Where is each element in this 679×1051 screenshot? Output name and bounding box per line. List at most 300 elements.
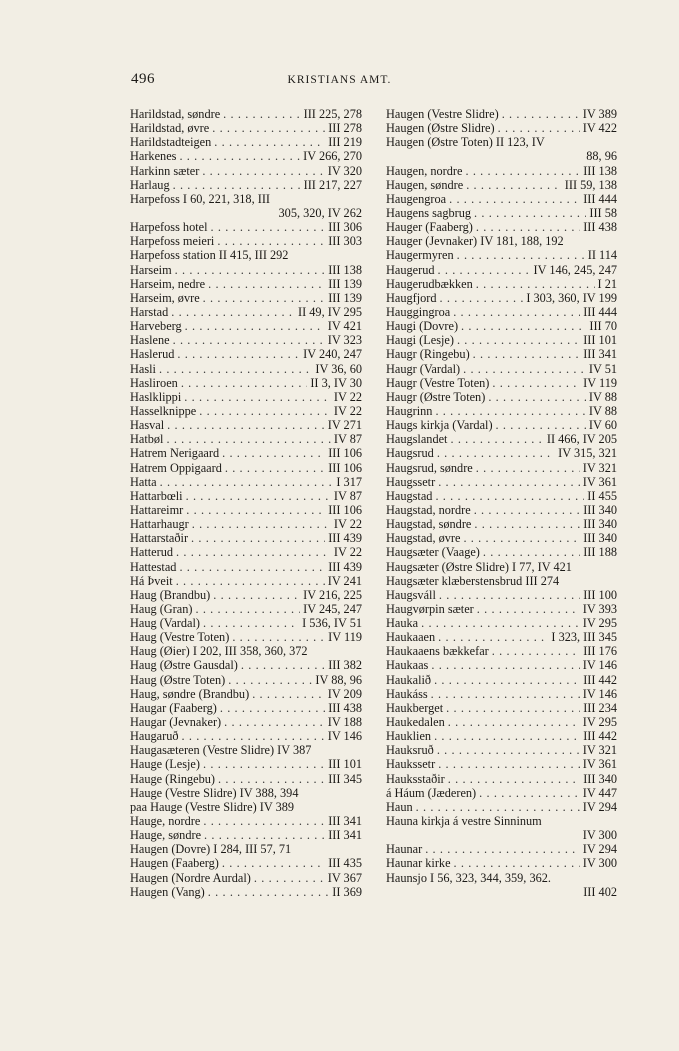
dot-leader	[474, 503, 581, 517]
entry-name: Haugen (Østre Slidre)	[386, 121, 495, 136]
entry-reference: IV 422	[582, 121, 617, 136]
entry-name: Haukssetr	[386, 757, 436, 772]
index-column-left	[130, 107, 362, 899]
dot-leader	[175, 263, 326, 277]
index-entry	[130, 475, 362, 489]
index-entry	[386, 121, 617, 135]
dot-leader	[202, 164, 324, 178]
dot-leader	[203, 814, 325, 828]
dot-leader	[159, 362, 312, 376]
entry-name: Hauksstaðir	[386, 771, 445, 786]
index-entry	[386, 248, 617, 262]
entry-name: Haugi (Lesje)	[386, 333, 454, 348]
index-entry	[130, 545, 362, 559]
dot-leader	[232, 630, 325, 644]
index-entry	[130, 277, 362, 291]
entry-reference: III 70	[589, 319, 617, 334]
entry-name: Haugrinn	[386, 403, 433, 418]
entry-name: Haug (Gran)	[130, 601, 193, 616]
entry-reference: IV 295	[582, 616, 617, 631]
entry-reference: III 139	[328, 276, 362, 291]
entry-name: Há Þveit	[130, 573, 173, 588]
entry-name: Haugsæter (Vaage)	[386, 545, 480, 560]
index-entry	[386, 305, 617, 319]
entry-reference: III 106	[328, 502, 362, 517]
dot-leader	[185, 319, 325, 333]
entry-name: Hauge (Ringebu)	[130, 771, 216, 786]
entry-reference: IV 266, 270	[303, 149, 362, 164]
dot-leader	[224, 715, 325, 729]
entry-reference: III 340	[583, 771, 617, 786]
index-entry	[386, 588, 617, 602]
dot-leader	[476, 277, 595, 291]
entry-name: Haukáss	[386, 686, 428, 701]
dot-leader	[421, 616, 580, 630]
entry-name: Hattarbœli	[130, 488, 183, 503]
index-entry	[386, 531, 617, 545]
entry-name: Haugen (Dovre) I 284, III 57, 71	[130, 842, 292, 857]
entry-name: Hauklien	[386, 729, 432, 744]
index-entry	[130, 263, 362, 277]
entry-reference: III 382	[328, 658, 362, 673]
dot-leader	[476, 220, 580, 234]
entry-name: Haun	[386, 799, 413, 814]
dot-leader	[457, 248, 585, 262]
entry-reference: III 59, 138	[564, 177, 617, 192]
index-entry	[130, 362, 362, 376]
entry-reference: IV 321	[582, 743, 617, 758]
entry-reference: III 341	[328, 828, 362, 843]
index-entry	[386, 390, 617, 404]
index-entry	[130, 446, 362, 460]
dot-leader	[192, 517, 331, 531]
dot-leader	[199, 404, 331, 418]
entry-name: Haug (Øier) I 202, III 358, 360, 372	[130, 644, 308, 659]
entry-name: Hattareimr	[130, 502, 184, 517]
entry-reference: 88, 96	[586, 149, 617, 164]
entry-reference: IV 22	[333, 545, 362, 560]
entry-reference: III 442	[583, 729, 617, 744]
dot-leader	[186, 489, 331, 503]
entry-name: Haugar (Faaberg)	[130, 700, 217, 715]
index-entry	[386, 602, 617, 616]
entry-name: Haugr (Vardal)	[386, 361, 461, 376]
index-entry	[386, 658, 617, 672]
dot-leader	[438, 757, 580, 771]
index-entry	[386, 743, 617, 757]
dot-leader	[241, 658, 325, 672]
dot-leader	[214, 135, 325, 149]
index-entry	[130, 687, 362, 701]
index-entry	[386, 234, 617, 248]
entry-name: Hatrem Nerigaard	[130, 446, 220, 461]
entry-name: Haslklippi	[130, 389, 182, 404]
index-entry	[130, 503, 362, 517]
dot-leader	[474, 517, 580, 531]
index-entry	[130, 885, 362, 899]
entry-name: Hatta	[130, 474, 157, 489]
entry-name: Haukaas	[386, 658, 429, 673]
entry-reference: III 442	[583, 672, 617, 687]
entry-reference: IV 146	[582, 686, 617, 701]
index-entry	[386, 319, 617, 333]
dot-leader	[179, 560, 325, 574]
entry-name: Hauge (Vestre Slidre) IV 388, 394	[130, 785, 299, 800]
entry-reference: IV 320	[327, 163, 362, 178]
entry-reference: IV 87	[333, 432, 362, 447]
dot-leader	[218, 772, 325, 786]
entry-reference: IV 271	[327, 418, 362, 433]
entry-name: Harkenes	[130, 149, 177, 164]
index-entry	[386, 616, 617, 630]
entry-reference: IV 60	[588, 418, 617, 433]
entry-reference: IV 421	[327, 319, 362, 334]
dot-leader	[463, 531, 580, 545]
entry-name: Haunar kirke	[386, 856, 451, 871]
entry-reference: II 369	[332, 884, 362, 899]
entry-reference: IV 88	[588, 389, 617, 404]
dot-leader	[213, 588, 300, 602]
index-entry	[130, 319, 362, 333]
entry-name: Hauka	[386, 616, 419, 631]
entry-name: Harpefoss station II 415, III 292	[130, 248, 289, 263]
dot-leader	[176, 545, 331, 559]
entry-name: Haug, søndre (Brandbu)	[130, 686, 250, 701]
entry-reference: IV 146	[582, 658, 617, 673]
dot-leader	[502, 107, 580, 121]
dot-leader	[437, 743, 580, 757]
dot-leader	[483, 545, 580, 559]
entry-reference: IV 188	[327, 715, 362, 730]
entry-name: Haugar (Jevnaker)	[130, 715, 222, 730]
index-entry	[130, 234, 362, 248]
dot-leader	[160, 475, 334, 489]
entry-reference: IV 87	[333, 488, 362, 503]
entry-name: Haugi (Dovre)	[386, 319, 459, 334]
entry-name: Haug (Østre Toten)	[130, 672, 226, 687]
index-entry	[130, 305, 362, 319]
entry-reference: II 114	[587, 248, 617, 263]
index-entry	[130, 347, 362, 361]
entry-name: Harildstadteigen	[130, 135, 212, 150]
entry-reference: III 345	[328, 771, 362, 786]
dot-leader	[453, 305, 580, 319]
dot-leader	[182, 729, 325, 743]
index-entry	[386, 333, 617, 347]
entry-reference: III 217, 227	[303, 177, 362, 192]
index-entry	[386, 489, 617, 503]
entry-reference: 305, 320, IV 262	[278, 205, 362, 220]
index-entry	[386, 475, 617, 489]
index-entry	[130, 630, 362, 644]
entry-name: á Háum (Jæderen)	[386, 785, 477, 800]
entry-reference: III 101	[328, 757, 362, 772]
index-entry	[130, 729, 362, 743]
entry-reference: III 439	[328, 531, 362, 546]
entry-reference: III 138	[583, 163, 617, 178]
entry-name: Haslene	[130, 333, 170, 348]
dot-leader	[208, 277, 325, 291]
entry-reference: IV 393	[582, 601, 617, 616]
entry-reference: IV 22	[333, 403, 362, 418]
index-entry	[130, 489, 362, 503]
index-entry	[130, 376, 362, 390]
entry-reference: IV 22	[333, 389, 362, 404]
entry-name: Haugermyren	[386, 248, 454, 263]
dot-leader	[477, 602, 580, 616]
entry-name: Hattestad	[130, 559, 177, 574]
entry-reference: III 219	[328, 135, 362, 150]
entry-reference: I 323, III 345	[551, 630, 617, 645]
dot-leader	[208, 885, 330, 899]
entry-name: Haugr (Vestre Toten)	[386, 375, 490, 390]
dot-leader	[252, 687, 325, 701]
index-entry	[130, 856, 362, 870]
entry-name: Haugerud	[386, 262, 435, 277]
index-entry	[130, 149, 362, 163]
dot-leader	[203, 291, 326, 305]
dot-leader	[431, 687, 580, 701]
entry-name: Haug (Brandbu)	[130, 587, 211, 602]
index-entry	[386, 842, 617, 856]
index-entry	[386, 149, 617, 163]
dot-leader	[448, 772, 580, 786]
dot-leader	[179, 149, 300, 163]
entry-name: Haslerud	[130, 347, 175, 362]
entry-name: Hasselknippe	[130, 403, 197, 418]
dot-leader	[204, 828, 325, 842]
index-entry	[130, 757, 362, 771]
dot-leader	[435, 404, 585, 418]
entry-name: Hatterud	[130, 545, 174, 560]
entry-reference: I 303, 360, IV 199	[526, 290, 617, 305]
dot-leader	[167, 418, 325, 432]
entry-reference: IV 389	[582, 107, 617, 121]
index-entry	[386, 206, 617, 220]
index-entry	[130, 673, 362, 687]
entry-name: Harveberg	[130, 319, 182, 334]
dot-leader	[449, 192, 580, 206]
entry-reference: IV 300	[582, 828, 617, 843]
entry-reference: III 444	[583, 304, 617, 319]
index-entry	[130, 404, 362, 418]
dot-leader	[223, 107, 300, 121]
dot-leader	[463, 362, 586, 376]
dot-leader	[176, 574, 325, 588]
entry-name: Hauna kirkja á vestre Sinninum	[386, 814, 542, 829]
entry-reference: III 439	[328, 559, 362, 574]
entry-reference: IV 245, 247	[303, 601, 362, 616]
entry-reference: III 58	[589, 205, 617, 220]
entry-name: Harseim	[130, 262, 172, 277]
index-entry	[130, 588, 362, 602]
index-entry	[130, 842, 362, 856]
entry-name: Harkinn sæter	[130, 163, 200, 178]
dot-leader	[191, 531, 325, 545]
dot-leader	[492, 376, 580, 390]
entry-name: Hattarhaugr	[130, 517, 189, 532]
index-entry	[386, 885, 617, 899]
entry-reference: IV 321	[582, 460, 617, 475]
dot-leader	[166, 432, 330, 446]
index-entry	[386, 461, 617, 475]
index-entry	[130, 800, 362, 814]
index-entry	[130, 206, 362, 220]
dot-leader	[225, 461, 325, 475]
entry-name: Haugstad, øvre	[386, 531, 461, 546]
entry-reference: III 188	[583, 545, 617, 560]
dot-leader	[434, 729, 580, 743]
index-entry	[386, 701, 617, 715]
index-entry	[386, 503, 617, 517]
entry-reference: III 438	[583, 220, 617, 235]
dot-leader	[465, 164, 580, 178]
index-entry	[386, 446, 617, 460]
dot-leader	[492, 644, 580, 658]
entry-name: Haukedalen	[386, 715, 445, 730]
index-entry	[130, 135, 362, 149]
entry-reference: III 234	[583, 700, 617, 715]
dot-leader	[473, 347, 581, 361]
dot-leader	[203, 616, 299, 630]
entry-name: Harpefoss I 60, 221, 318, III	[130, 191, 271, 206]
entry-reference: IV 295	[582, 715, 617, 730]
entry-name: Haugaruð	[130, 729, 179, 744]
dot-leader	[173, 178, 301, 192]
entry-name: Haunsjo I 56, 323, 344, 359, 362.	[386, 870, 551, 885]
entry-name: Haugfjord	[386, 290, 437, 305]
entry-reference: IV 240, 247	[303, 347, 362, 362]
index-entry	[130, 828, 362, 842]
index-entry	[386, 432, 617, 446]
dot-leader	[222, 856, 325, 870]
dot-leader	[203, 757, 325, 771]
entry-name: Hattarstaðir	[130, 531, 189, 546]
entry-name: Hauksruð	[386, 743, 434, 758]
entry-name: Harpefoss meieri	[130, 234, 215, 249]
entry-reference: IV 36, 60	[315, 361, 362, 376]
index-entry	[130, 658, 362, 672]
dot-leader	[228, 673, 312, 687]
entry-reference: II 49, IV 295	[298, 304, 362, 319]
entry-name: Harpefoss hotel	[130, 220, 208, 235]
entry-reference: IV 361	[582, 757, 617, 772]
dot-leader	[254, 871, 325, 885]
dot-leader	[438, 475, 580, 489]
index-entry	[130, 616, 362, 630]
entry-reference: III 341	[583, 347, 617, 362]
entry-reference: III 435	[328, 856, 362, 871]
dot-leader	[177, 347, 300, 361]
index-entry	[386, 574, 617, 588]
entry-name: Haug (Vestre Toten)	[130, 630, 230, 645]
index-entry	[130, 531, 362, 545]
index-entry	[386, 545, 617, 559]
index-entry	[386, 404, 617, 418]
entry-name: Harseim, øvre	[130, 290, 200, 305]
entry-reference: IV 361	[582, 474, 617, 489]
index-entry	[386, 828, 617, 842]
index-entry	[386, 418, 617, 432]
index-entry	[386, 277, 617, 291]
index-entry	[386, 871, 617, 885]
entry-reference: III 139	[328, 290, 362, 305]
entry-name: Haugsrud	[386, 446, 434, 461]
entry-name: Hasval	[130, 418, 165, 433]
dot-leader	[466, 178, 562, 192]
dot-leader	[222, 446, 325, 460]
entry-name: Harstad	[130, 304, 169, 319]
entry-name: Hauge (Lesje)	[130, 757, 200, 772]
dot-leader	[479, 786, 580, 800]
entry-reference: IV 119	[328, 630, 362, 645]
entry-name: Harildstad, øvre	[130, 121, 210, 136]
entry-name: Hauggingroa	[386, 304, 451, 319]
entry-reference: I 536, IV 51	[302, 616, 362, 631]
index-entry	[386, 135, 617, 149]
index-entry	[130, 574, 362, 588]
entry-name: Harildstad, søndre	[130, 107, 221, 121]
dot-leader	[431, 658, 579, 672]
index-entry	[130, 871, 362, 885]
entry-reference: IV 88, 96	[315, 672, 362, 687]
index-entry	[386, 263, 617, 277]
dot-leader	[448, 715, 580, 729]
index-entry	[130, 772, 362, 786]
dot-leader	[171, 305, 295, 319]
dot-leader	[181, 376, 308, 390]
entry-reference: IV 88	[588, 403, 617, 418]
dot-leader	[195, 602, 300, 616]
entry-name: Haugen (Nordre Aurdal)	[130, 870, 251, 885]
entry-reference: IV 209	[327, 686, 362, 701]
entry-reference: IV 119	[583, 375, 617, 390]
entry-reference: III 444	[583, 191, 617, 206]
entry-reference: III 101	[583, 333, 617, 348]
entry-name: Hasli	[130, 361, 156, 376]
entry-name: Haugstad, nordre	[386, 502, 471, 517]
entry-reference: III 138	[328, 262, 362, 277]
index-entry	[386, 376, 617, 390]
entry-name: Haugslandet	[386, 432, 448, 447]
entry-name: Haukalið	[386, 672, 432, 687]
dot-leader	[186, 503, 325, 517]
dot-leader	[217, 234, 325, 248]
index-entry	[386, 107, 617, 121]
index-entry	[386, 800, 617, 814]
index-entry	[386, 220, 617, 234]
entry-reference: IV 315, 321	[558, 446, 617, 461]
entry-name: Harlaug	[130, 177, 170, 192]
index-entry	[386, 630, 617, 644]
entry-name: Haukberget	[386, 700, 444, 715]
entry-reference: III 340	[583, 517, 617, 532]
entry-name: Harseim, nedre	[130, 276, 206, 291]
entry-reference: III 402	[583, 884, 617, 899]
dot-leader	[476, 461, 580, 475]
index-entry	[130, 644, 362, 658]
entry-name: Haugsæter klæberstensbrud III 274	[386, 573, 560, 588]
entry-name: Haugen, nordre	[386, 163, 463, 178]
entry-name: Hasliroen	[130, 375, 178, 390]
dot-leader	[220, 701, 325, 715]
index-entry	[386, 560, 617, 574]
entry-name: paa Hauge (Vestre Slidre) IV 389	[130, 799, 295, 814]
index-entry	[386, 715, 617, 729]
index-entry	[386, 757, 617, 771]
entry-name: Haugen (Vang)	[130, 884, 205, 899]
index-entry	[130, 814, 362, 828]
